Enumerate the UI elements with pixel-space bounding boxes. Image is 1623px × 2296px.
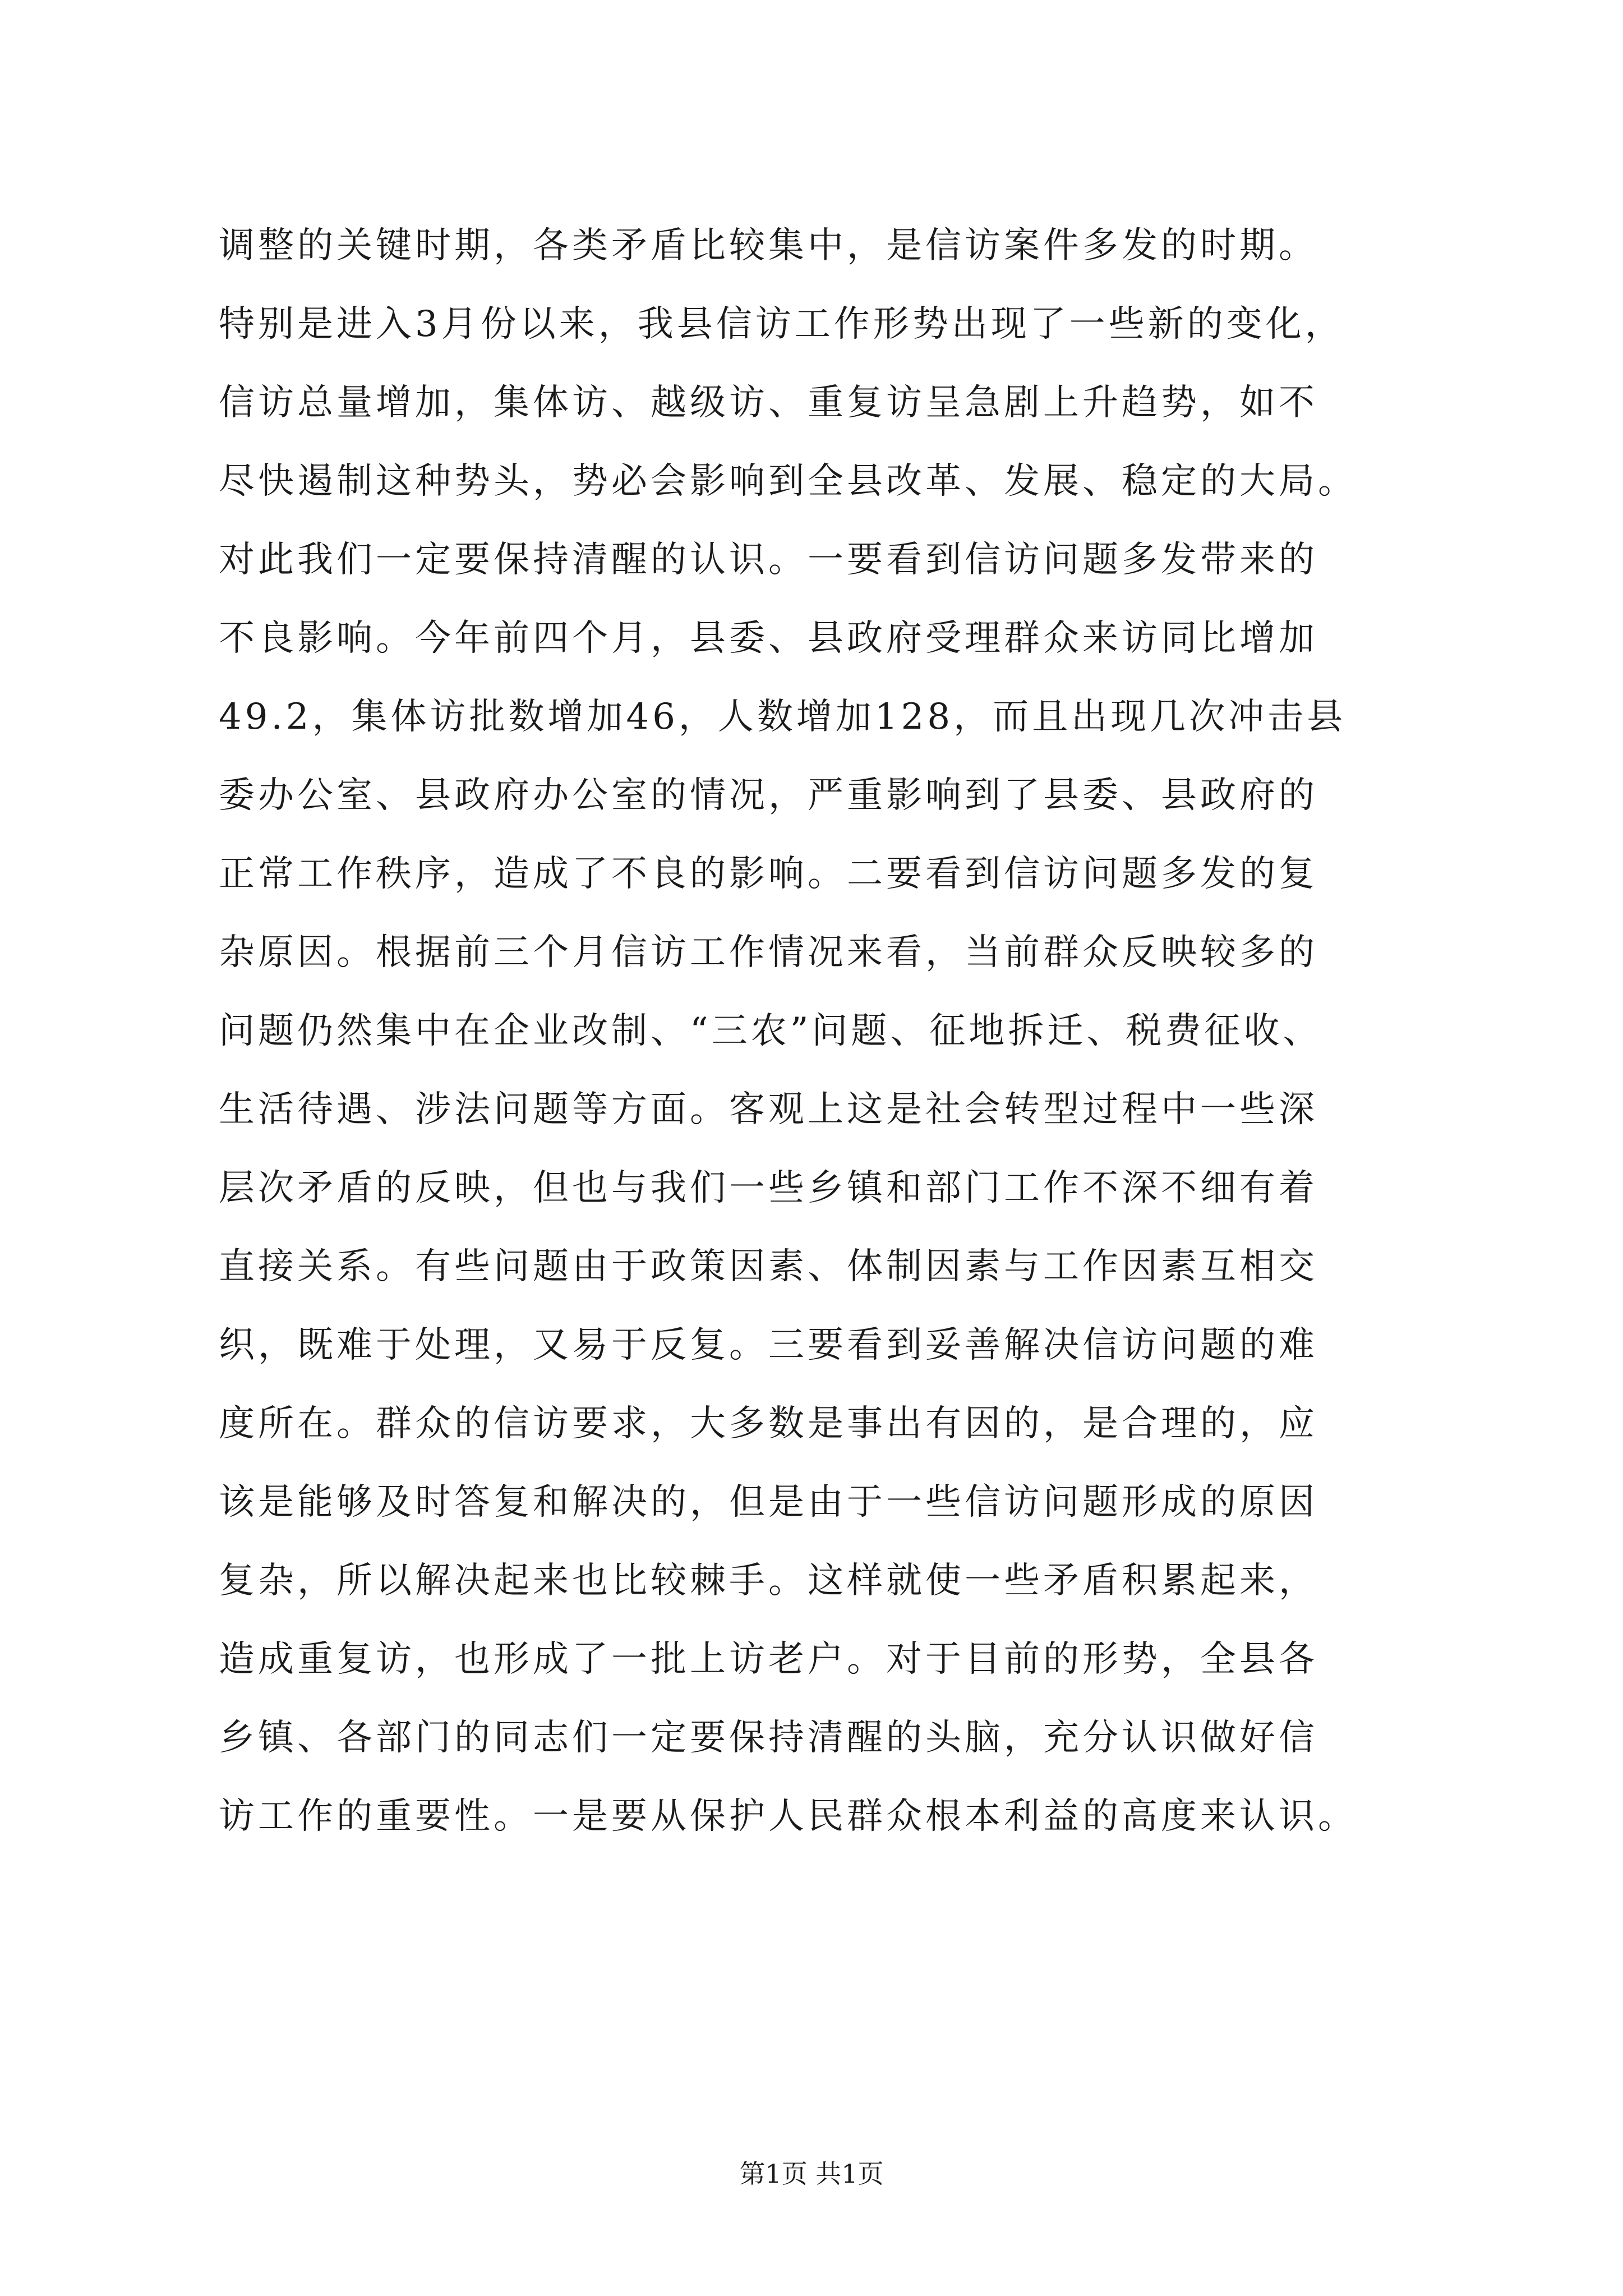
body-text [219,206,1424,1856]
text-line: 特别是进入3月份以来，我县信访工作形势出现了一些新的变化， [219,303,1344,345]
text-line: 度所在。群众的信访要求，大多数是事出有因的，是合理的，应 [219,1403,1318,1444]
text-line: 该是能够及时答复和解决的，但是由于一些信访问题形成的原因 [219,1481,1318,1523]
page-footer: 第1页 共1页 [739,2159,884,2189]
text-line: 委办公室、县政府办公室的情况，严重影响到了县委、县政府的 [219,775,1318,816]
text-line: 调整的关键时期，各类矛盾比较集中，是信访案件多发的时期。 [219,225,1318,266]
text-line: 层次矛盾的反映，但也与我们一些乡镇和部门工作不深不细有着 [219,1167,1318,1209]
text-line: 织，既难于处理，又易于反复。三要看到妥善解决信访问题的难 [219,1324,1318,1366]
text-line: 杂原因。根据前三个月信访工作情况来看，当前群众反映较多的 [219,932,1318,973]
text-line: 49.2，集体访批数增加46，人数增加128，而且出现几次冲击县 [219,696,1347,738]
text-line: 问题仍然集中在企业改制、“三农”问题、征地拆迁、税费征收、 [219,1010,1322,1052]
text-line: 正常工作秩序，造成了不良的影响。二要看到信访问题多发的复 [219,853,1318,895]
text-line: 生活待遇、涉法问题等方面。客观上这是社会转型过程中一些深 [219,1089,1318,1130]
text-line: 对此我们一定要保持清醒的认识。一要看到信访问题多发带来的 [219,539,1318,581]
text-line: 尽快遏制这种势头，势必会影响到全县改革、发展、稳定的大局。 [219,461,1357,502]
text-line: 乡镇、各部门的同志们一定要保持清醒的头脑，充分认识做好信 [219,1717,1318,1759]
text-line: 不良影响。今年前四个月，县委、县政府受理群众来访同比增加 [219,618,1318,659]
text-line: 访工作的重要性。一是要从保护人民群众根本利益的高度来认识。 [219,1796,1357,1837]
text-line: 造成重复访，也形成了一批上访老户。对于目前的形势，全县各 [219,1639,1318,1680]
text-line: 信访总量增加，集体访、越级访、重复访呈急剧上升趋势，如不 [219,382,1318,424]
text-line: 复杂，所以解决起来也比较棘手。这样就使一些矛盾积累起来， [219,1560,1318,1602]
text-line: 直接关系。有些问题由于政策因素、体制因素与工作因素互相交 [219,1246,1318,1287]
